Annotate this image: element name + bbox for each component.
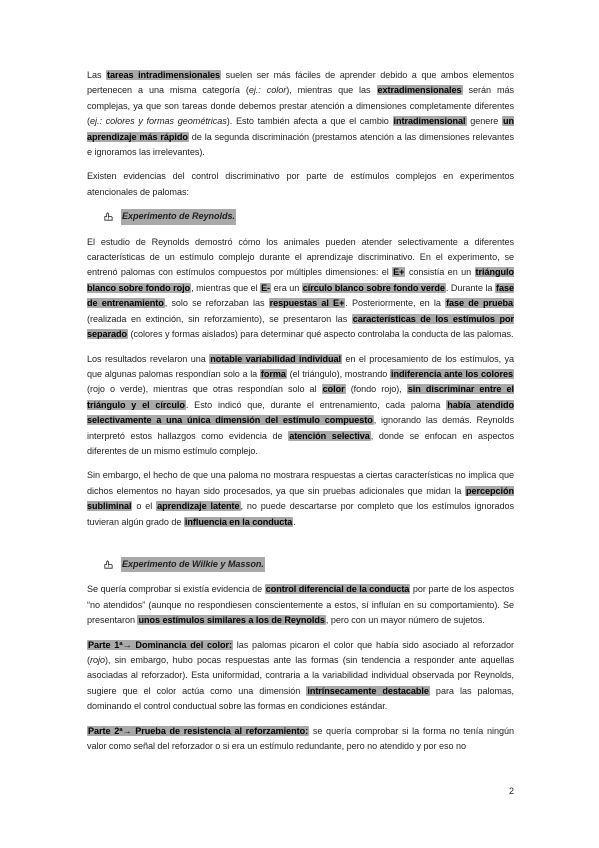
heading-wilkie-masson-title: Experimento de Wilkie y Masson. — [121, 557, 265, 572]
paragraph-reynolds-results: Los resultados revelaron una notable variabilidad individual en el procesamiento de los estímulos, ya que algunas palomas respondían solo a la forma (el triángulo), mostrando indiferencia ante los colores (rojo o verde), mientras que otras respondían solo al color (fondo rojo), sin discriminar entre el triángulo y el círculo. Esto indicó que, durante el entrenamiento, cada paloma había atendido selectivamente a una única dimensión del estímulo compuesto, ignorando las demás. Reynolds interpretó estos hallazgos como evidencia de atención selectiva, donde se enfocan en aspectos diferentes de un mismo estímulo complejo. — [87, 353, 515, 456]
paragraph-wilkie-intro: Se quería comprobar si existía evidencia de control diferencial de la conducta por parte de los aspectos “no atendidos” (aunque no respondiesen conscientemente a estos, sí influían en su comportamiento). Se presentaron unos estímulos similares a los de Reynolds, pero con un mayor número de sujetos. — [87, 584, 515, 626]
paragraph-intradimensional: Las tareas intradimensionales suelen ser más fáciles de aprender debido a que ambos elementos pertenecen a una misma categoría (ej.: color), mientras que las extradimensionales serán más complejas, ya que son tareas donde debemos prestar atención a dimensiones completamente diferentes (ej.: colores y formas geométricas). Esto también afecta a que el cambio intradimensional genere un aprendizaje más rápido de la segunda discriminación (prestamos atención a las dimensiones relevantes e ignoramos las irrelevantes). — [87, 70, 514, 158]
paragraph-part-2: Parte 2ª→ Prueba de resistencia al reforzamiento: se quería comprobar si la forma no tenía ningún valor como señal del reforzador o si era un estímulo redundante, pero no atendido y por eso no — [87, 725, 515, 752]
paragraph-part-1: Parte 1ª→ Dominancia del color: las palomas picaron el color que había sido asociado al reforzador (rojo), sin embargo, hubo pocas respuestas ante las formas (sin tendencia a responder ante aquellas asociadas al reforzador). Esta uniformidad, contraria a la variabilidad individual observada por Reynolds, sugiere que el color actúa como una dimensión intrínsecamente destacable para las palomas, dominando el control conductual sobre las formas en condiciones estándar. — [87, 639, 515, 712]
heading-reynolds-title: Experimento de Reynolds. — [121, 209, 236, 224]
paragraph-reynolds-caveat: Sin embargo, el hecho de que una paloma no mostrara respuestas a ciertas características no implica que dichos elementos no hayan sido procesados, ya que sin pruebas adicionales que midan la percepción subliminal o el aprendizaje latente, no puede descartarse por completo que los estímulos ignorados tuvieran algún grado de influencia en la conducta. — [87, 470, 514, 527]
heading-wilkie-masson — [103, 557, 514, 572]
paragraph-reynolds-study: El estudio de Reynolds demostró cómo los animales pueden atender selectivamente a diferentes características de un estímulo complejo durante el aprendizaje discriminativo. En el experimento, se entrenó palomas con estímulos compuestos por múltiples dimensiones: el E+ consistía en un triángulo blanco sobre fondo rojo, mientras que el E- era un círculo blanco sobre fondo verde. Durante la fase de entrenamiento, solo se reforzaban las respuestas al E+. Posteriormente, en la fase de prueba (realizada en extinción, sin reforzamiento), se presentaron las características de los estímulos por separado (colores y formas aislados) para determinar qué aspecto controlaba la conducta de las palomas. — [87, 236, 514, 340]
pointing-hand-icon — [103, 211, 114, 222]
section-spacer — [87, 539, 514, 557]
page-number: 2 — [509, 786, 515, 796]
page-content — [87, 68, 514, 763]
paragraph-evidence-intro: Existen evidencias del control discriminativo por parte de estímulos complejos en experimentos atencionales de palomas: — [87, 171, 514, 197]
heading-reynolds — [103, 209, 514, 224]
pointing-hand-icon — [103, 559, 114, 570]
